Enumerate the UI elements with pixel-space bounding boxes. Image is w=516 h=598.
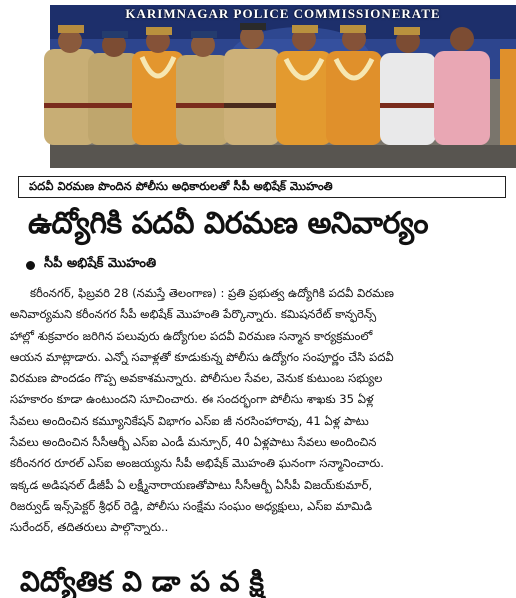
article-line: హాల్లో శుక్రవారం జరిగిన పలువురు ఉద్యోగుల పదవీ విరమణ సన్మాన కార్యక్రమంలో [10, 328, 373, 343]
photo-caption: పదవీ విరమణ పొందిన పోలీసు అధికారులతో సీపీ అభిషేక్ మొహంతి [18, 176, 506, 198]
article-line: కరీంనగర్, ఫిబ్రవరి 28 (నమస్తే తెలంగాణ) : ప్రతి ప్రభుత్వ ఉద్యోగికి పదవీ విరమణ [30, 286, 394, 300]
article-line: ఆయన మాట్లాడారు. ఎన్నో సవాళ్లతో కూడుకున్న పోలీసు ఉద్యోగం సంపూర్ణం చేసి పదవీ [10, 349, 394, 364]
article-line: సేవలు అందించిన కమ్యూనికేషన్ విభాగం ఎస్ఐ జీ నరసింహారావు, 41 ఏళ్ల పాటు [10, 413, 369, 428]
next-article-headline [20, 565, 510, 598]
article-line: ఇక్కడ అడిషనల్ డీజీపీ ఏ లక్ష్మీనారాయణతోపాటు సీసీఆర్బీ ఏసీపీ విజయ్‌కుమార్, [10, 477, 373, 492]
news-photo [50, 5, 516, 168]
photo-banner-text: KARIMNAGAR POLICE COMMISSIONERATE [125, 6, 441, 21]
byline-text: సీపీ అభిషేక్ మొహంతి [44, 256, 157, 271]
article-line: కరీంనగర రూరల్ ఎస్ఐ అంజయ్యను సీపీ అభిషేక్ మొహంతి ఘనంగా సన్మానించారు. [10, 456, 384, 471]
byline [26, 254, 156, 276]
article-body [10, 283, 506, 539]
article-headline: ఉద్యోగికి పదవీ విరమణ అనివార్యం [28, 206, 429, 241]
article-line: సహకారం కూడా ఉంటుందని సూచించారు. ఈ సందర్భంగా పోలీసు శాఖకు 35 ఏళ్ల [10, 392, 374, 407]
article-line: అనివార్యమని కరీంనగర సీపీ అభిషేక్ మొహంతి పేర్కొన్నారు. కమిషనరేట్ కాన్ఫరెన్స్ [10, 307, 377, 322]
group-photo-illustration [50, 5, 516, 168]
article-line: విరమణ పొందడం గొప్ప అవకాశమన్నారు. పోలీసుల సేవల, వెనుక కుటుంబ సభ్యుల [10, 371, 383, 386]
article-line: సేవలు అందించిన సీసీఆర్బీ ఎస్ఐ ఎండీ మన్సూర్, 40 ఏళ్లపాటు సేవలు అందించిన [10, 435, 377, 450]
next-headline-text: విద్యోతిక వి డా ప వ క్షి [20, 565, 265, 598]
bullet-icon [26, 261, 35, 270]
article-line: సురేందర్, తదితరులు పాల్గొన్నారు.. [10, 520, 169, 535]
article-line: రిజర్వుడ్ ఇన్స్‌పెక్టర్ శ్రీధర్ రెడ్డి, పోలీసు సంక్షేమ సంఘం అధ్యక్షులు, ఎస్ఐ మామిడి [10, 498, 373, 513]
